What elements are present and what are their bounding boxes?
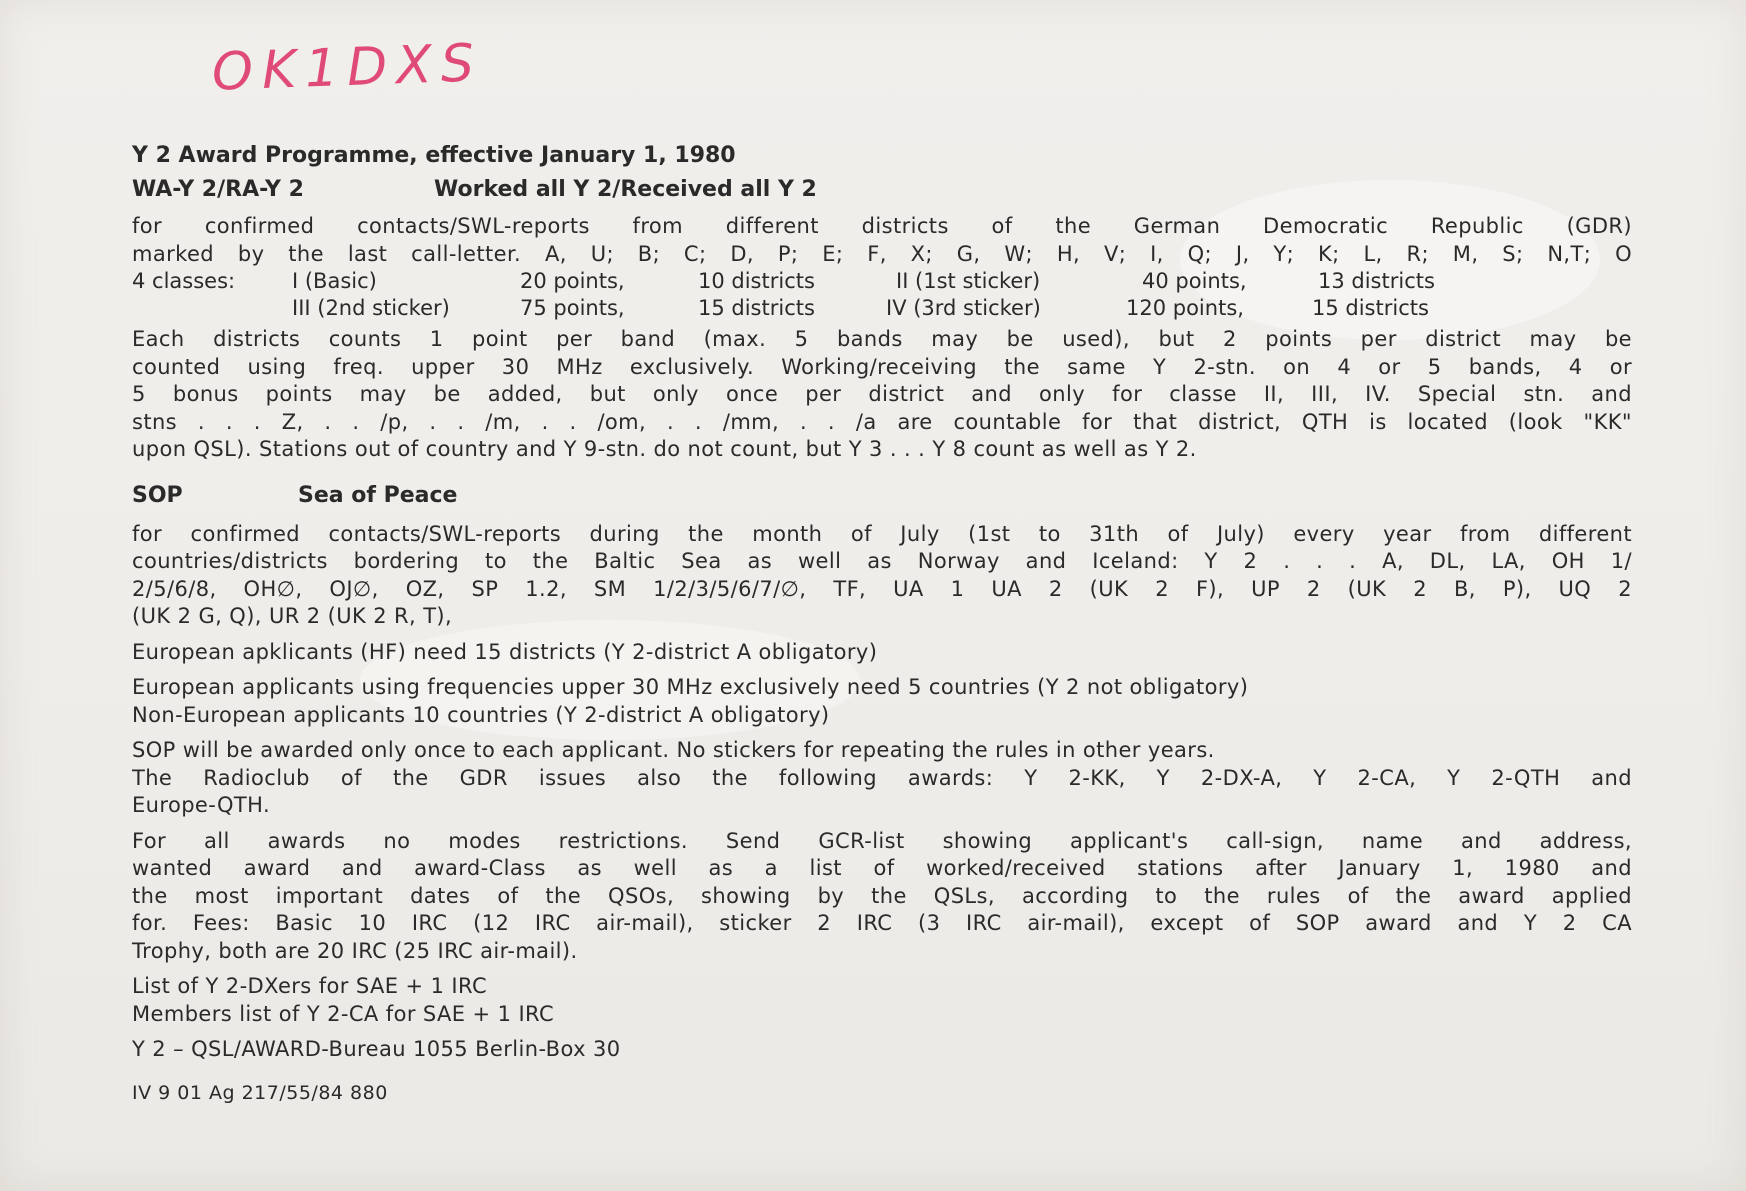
- document-heading: Y 2 Award Programme, effective January 1, 1980: [132, 143, 736, 168]
- class-name: III (2nd sticker): [292, 296, 450, 320]
- class-points: 20 points,: [520, 269, 625, 293]
- text-line: the most important dates of the QSOs, showing by the QSLs, according to the rules of the award applied: [132, 883, 1632, 908]
- text-line: stns . . . Z, . . /p, . . /m, . . /om, . . /mm, . . /a are countable for that district, QTH is located (look "KK": [132, 409, 1632, 434]
- text-line: upon QSL). Stations out of country and Y 9-stn. do not count, but Y 3 . . . Y 8 count as well as Y 2.: [132, 437, 1197, 461]
- text-line: for. Fees: Basic 10 IRC (12 IRC air-mail), sticker 2 IRC (3 IRC air-mail), except of SOP award and Y 2 CA: [132, 911, 1632, 935]
- print-code: IV 9 01 Ag 217/55/84 880: [132, 1081, 388, 1104]
- award-document: [132, 140, 1632, 1107]
- award-title-row: [132, 172, 1632, 208]
- class-districts: 15 districts: [698, 296, 815, 320]
- handwritten-callsign: OK1DXS: [211, 33, 484, 103]
- members-list-offer: Members list of Y 2-CA for SAE + 1 IRC: [132, 1001, 555, 1026]
- class-points: 40 points,: [1142, 269, 1247, 293]
- text-line: 2/5/6/8, OH∅, OJ∅, OZ, SP 1.2, SM 1/2/3/5/6/7/∅, TF, UA 1 UA 2 (UK 2 F), UP 2 (UK 2 B, P), UQ 2: [132, 576, 1632, 601]
- dxers-list-offer: List of Y 2-DXers for SAE + 1 IRC: [132, 974, 488, 998]
- class-districts: 15 districts: [1312, 296, 1429, 320]
- text-line: marked by the last call-letter. A, U; B; C; D, P; E; F, X; G, W; H, V; I, Q; J, Y; K; L, R; M, S; N,T; O: [132, 241, 1632, 266]
- bureau-address: Y 2 – QSL/AWARD-Bureau 1055 Berlin-Box 30: [132, 1037, 621, 1061]
- award-code: WA-Y 2/RA-Y 2: [132, 177, 304, 202]
- class-points: 75 points,: [520, 296, 625, 320]
- class-districts: 13 districts: [1318, 269, 1435, 293]
- class-name: IV (3rd sticker): [886, 296, 1041, 320]
- text-line: for confirmed contacts/SWL-reports during the month of July (1st to 31th of July) every year from different: [132, 521, 1632, 546]
- award-name: Worked all Y 2/Received all Y 2: [434, 177, 817, 202]
- class-districts: 10 districts: [698, 269, 815, 293]
- award-rules: [132, 326, 1632, 464]
- non-european-rule: Non-European applicants 10 countries (Y 2-district A obligatory): [132, 702, 830, 727]
- class-name: I (Basic): [292, 269, 377, 293]
- sop-once-note: [132, 737, 1632, 820]
- class-points: 120 points,: [1126, 296, 1244, 320]
- european-vhf-rule: European applicants using frequencies upper 30 MHz exclusively need 5 countries (Y 2 not obligatory): [132, 675, 1249, 699]
- text-line: counted using freq. upper 30 MHz exclusively. Working/receiving the same Y 2-stn. on 4 or 5 bands, 4 or: [132, 354, 1632, 379]
- text-line: Trophy, both are 20 IRC (25 IRC air-mail).: [132, 938, 578, 963]
- award-classes: [132, 268, 1632, 324]
- text-line: Each districts counts 1 point per band (max. 5 bands may be used), but 2 points per district may be: [132, 327, 1632, 351]
- classes-label: 4 classes:: [132, 269, 236, 293]
- award-name: Sea of Peace: [298, 482, 458, 508]
- text-line: 5 bonus points may be added, but only once per district and only for classe II, III, IV. Special stn. and: [132, 382, 1632, 406]
- european-hf-rule: European apklicants (HF) need 15 districts (Y 2-district A obligatory): [132, 639, 878, 664]
- text-line: The Radioclub of the GDR issues also the following awards: Y 2-KK, Y 2-DX-A, Y 2-CA, Y 2-QTH and: [132, 765, 1632, 790]
- award-description: [132, 213, 1632, 268]
- text-line: For all awards no modes restrictions. Send GCR-list showing applicant's call-sign, name and address,: [132, 828, 1632, 853]
- text-line: countries/districts bordering to the Baltic Sea as well as Norway and Iceland: Y 2 . . . A, DL, LA, OH 1/: [132, 549, 1632, 573]
- text-line: SOP will be awarded only once to each applicant. No stickers for repeating the rules in other years.: [132, 738, 1215, 762]
- class-name: II (1st sticker): [896, 269, 1041, 293]
- award-code: SOP: [132, 482, 183, 508]
- sop-title-row: [132, 476, 1632, 516]
- general-rules: [132, 828, 1632, 966]
- sop-description: [132, 521, 1632, 631]
- text-line: for confirmed contacts/SWL-reports from different districts of the German Democratic Republic (GDR): [132, 214, 1632, 238]
- text-line: wanted award and award-Class as well as a list of worked/received stations after January 1, 1980 and: [132, 856, 1632, 880]
- text-line: Europe-QTH.: [132, 793, 271, 817]
- text-line: (UK 2 G, Q), UR 2 (UK 2 R, T),: [132, 604, 453, 628]
